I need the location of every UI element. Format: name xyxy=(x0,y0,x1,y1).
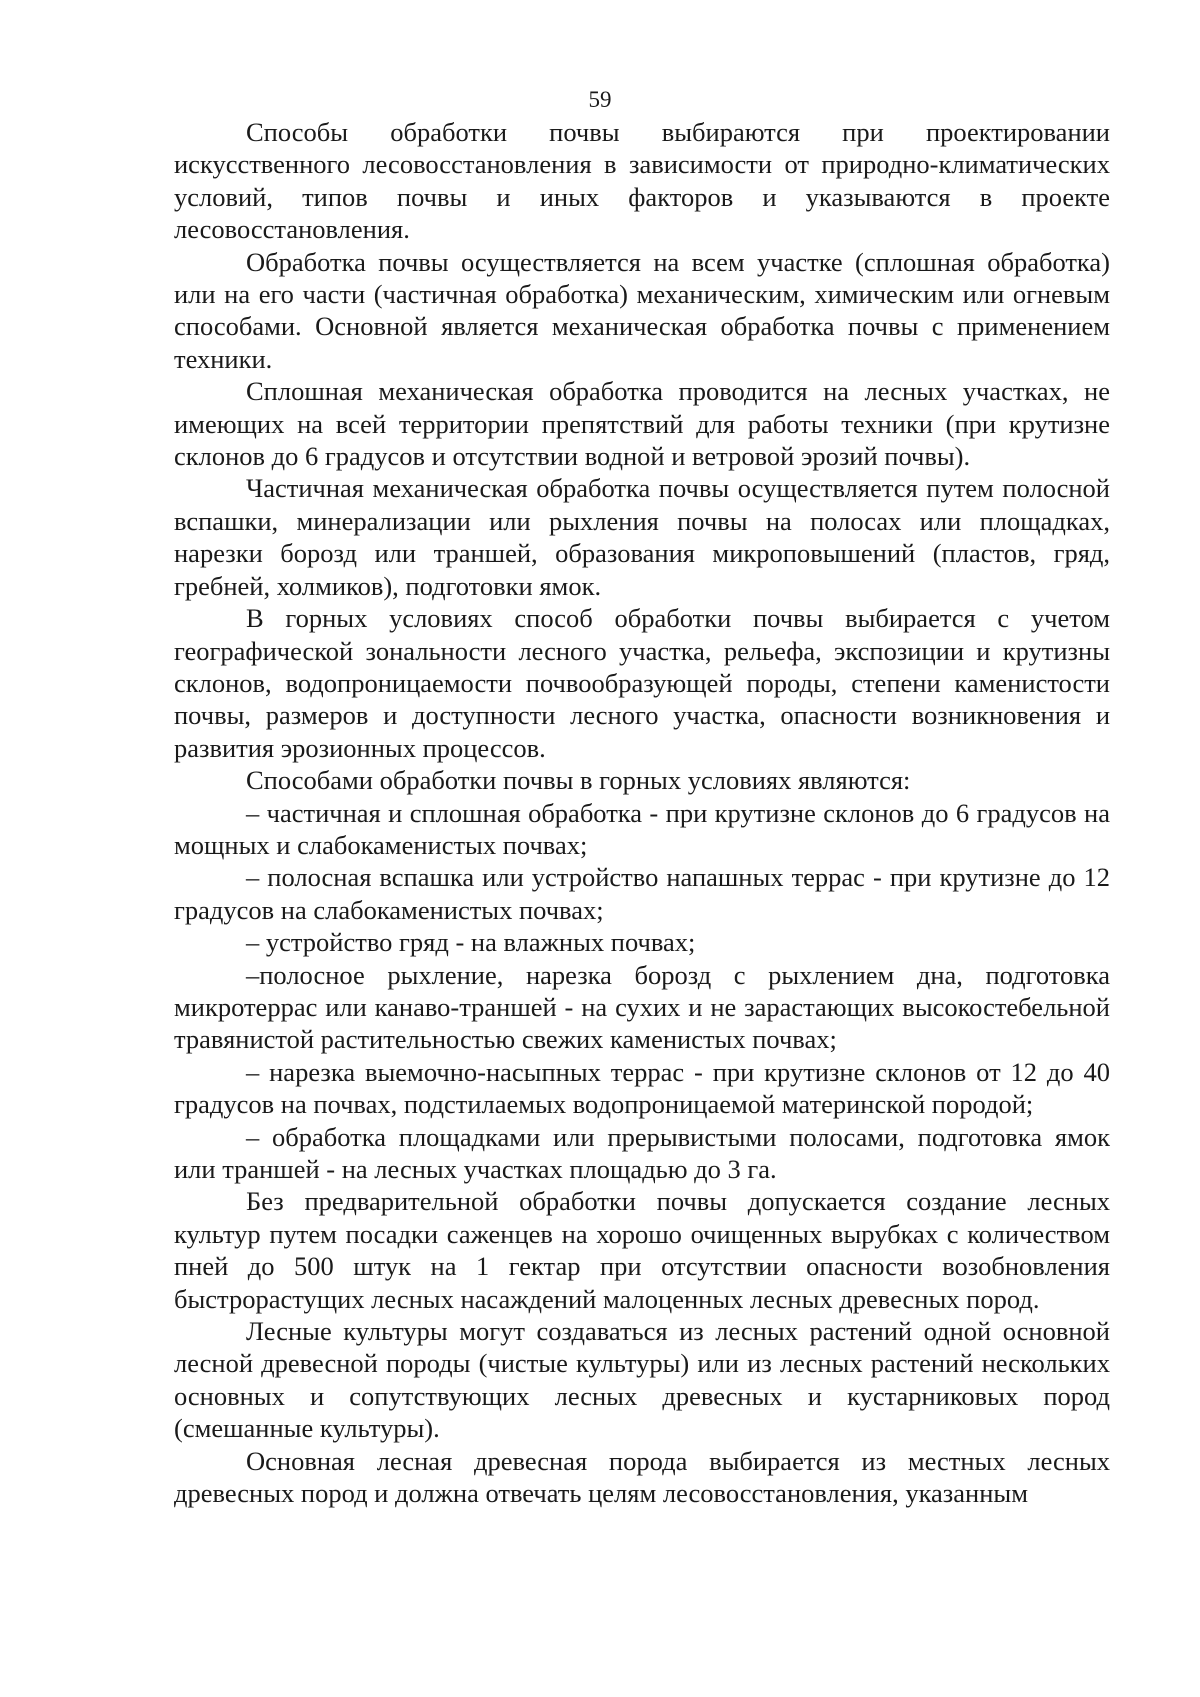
page-number: 59 xyxy=(588,87,612,112)
paragraph-soil-treatment-methods: Способы обработки почвы выбираются при проектировании искусственного лесовосстановления в зависимости от природно-климатических условий, типов почвы и иных факторов и указываются в проекте лесовосстановления. xyxy=(174,117,1110,245)
paragraph-treatment-types: Обработка почвы осуществляется на всем участке (сплошная обработка) или на его части (частичная обработка) механическим, химическим или огневым способами. Основной является механическая обработка почвы с применением техники. xyxy=(174,246,1110,374)
paragraph-forest-cultures: Лесные культуры могут создаваться из лесных растений одной основной лесной древесной породы (чистые культуры) или из лесных растений нескольких основных и сопутствующих лесных древесных и кустарниковых пород (смешанные культуры). xyxy=(174,1316,1110,1444)
list-item-partial-continuous: – частичная и сплошная обработка - при крутизне склонов до 6 градусов на мощных и слабокаменистых почвах; xyxy=(174,797,1110,860)
paragraph-main-species: Основная лесная древесная порода выбирается из местных лесных древесных пород и должна отвечать целям лесовосстановления, указанным xyxy=(174,1445,1110,1509)
document-body xyxy=(174,116,1110,1509)
paragraph-continuous-treatment: Сплошная механическая обработка проводится на лесных участках, не имеющих на всей территории препятствий для работы техники (при крутизне склонов до 6 градусов и отсутствии водной и ветровой эрозий почвы). xyxy=(174,376,1110,472)
list-item-strip-plowing: – полосная вспашка или устройство напашных террас - при крутизне до 12 градусов на слабокаменистых почвах; xyxy=(174,862,1110,925)
paragraph-mountain-conditions: В горных условиях способ обработки почвы выбирается с учетом географической зональности лесного участка, рельефа, экспозиции и крутизны склонов, водопроницаемости почвообразующей породы, степени каменистости почвы, размеров и доступности лесного участка, опасности возникновения и развития эрозионных процессов. xyxy=(174,603,1110,763)
paragraph-no-pretreatment: Без предварительной обработки почвы допускается создание лесных культур путем посадки саженцев на хорошо очищенных вырубках с количеством пней до 500 штук на 1 гектар при отсутствии опасности возобновления быстрорастущих лесных насаждений малоценных лесных древесных пород. xyxy=(174,1186,1110,1314)
paragraph-partial-treatment: Частичная механическая обработка почвы осуществляется путем полосной вспашки, минерализации или рыхления почвы на полосах или площадках, нарезки борозд или траншей, образования микроповышений (пластов, гряд, гребней, холмиков), подготовки ямок. xyxy=(174,473,1110,601)
list-item-strip-loosening: –полосное рыхление, нарезка борозд с рыхлением дна, подготовка микротеррас или канаво-траншей - на сухих и не зарастающих высокостебельной травянистой растительностью свежих каменистых почвах; xyxy=(174,959,1110,1055)
list-item-terraces: – нарезка выемочно-насыпных террас - при крутизне склонов от 12 до 40 градусов на почвах, подстилаемых водопроницаемой материнской породой; xyxy=(174,1056,1110,1120)
list-item-plots-strips: – обработка площадками или прерывистыми полосами, подготовка ямок или траншей - на лесных участках площадью до 3 га. xyxy=(174,1121,1110,1184)
list-item-ridges: – устройство гряд - на влажных почвах; xyxy=(246,927,696,958)
paragraph-mountain-methods-intro: Способами обработки почвы в горных условиях являются: xyxy=(246,765,911,796)
